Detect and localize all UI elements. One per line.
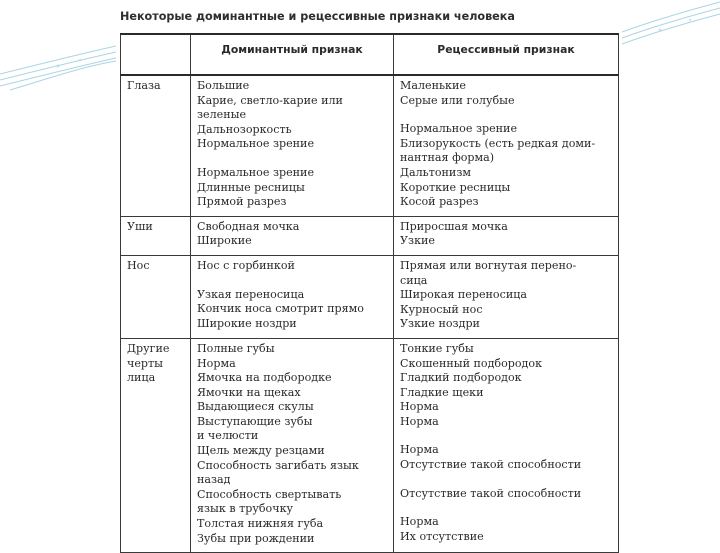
- trait-line: Близорукость (есть редкая доми-: [400, 136, 596, 150]
- trait-line: Полные губы: [197, 341, 275, 355]
- trait-line: Способность свертывать: [197, 487, 342, 501]
- header-dominant: Доминантный признак: [191, 34, 394, 75]
- trait-line: Тонкие губы: [400, 341, 474, 355]
- trait-line: Короткие ресницы: [400, 180, 511, 194]
- trait-line: Нос: [127, 258, 150, 272]
- swoosh-line-left-1: [0, 46, 116, 74]
- trait-line: Свободная мочка: [197, 219, 300, 233]
- header-recessive: Рецессивный признак: [394, 34, 619, 75]
- trait-line: Отсутствие такой способности: [400, 458, 582, 472]
- trait-line: Большие: [197, 79, 250, 92]
- trait-line: Прямой разрез: [197, 195, 287, 209]
- dominant-cell: [191, 338, 394, 552]
- category-cell: [121, 338, 191, 552]
- trait-line: Норма: [400, 443, 439, 457]
- trait-line: Норма: [197, 356, 236, 370]
- category-cell: [121, 255, 191, 338]
- trait-line: Нормальное зрение: [400, 122, 518, 136]
- trait-line: Уши: [127, 219, 153, 233]
- trait-line: сица: [400, 273, 428, 287]
- trait-line: Выступающие зубы: [197, 414, 313, 428]
- blank-line: [400, 429, 612, 443]
- swoosh-line-left-3: [0, 58, 116, 86]
- trait-line: Маленькие: [400, 79, 466, 92]
- table-header-row: [121, 34, 619, 75]
- trait-line: зеленые: [197, 108, 247, 122]
- trait-line: Косой разрез: [400, 195, 479, 209]
- table-row: [121, 255, 619, 338]
- trait-line: и челюсти: [197, 429, 259, 443]
- trait-line: назад: [197, 473, 231, 487]
- table-row: [121, 75, 619, 216]
- trait-line: Отсутствие такой способности: [400, 486, 582, 500]
- trait-line: Кончик носа смотрит прямо: [197, 302, 364, 316]
- trait-line: язык в трубочку: [197, 502, 294, 516]
- trait-line: Карие, светло-карие или: [197, 93, 343, 107]
- trait-line: Узкие ноздри: [400, 317, 480, 331]
- trait-line: Серые или голубые: [400, 93, 515, 107]
- trait-line: Другие: [127, 341, 170, 355]
- swoosh-line-right-2: [622, 8, 720, 38]
- trait-line: Нос с горбинкой: [197, 258, 295, 272]
- trait-line: Широкие ноздри: [197, 316, 297, 330]
- trait-line: Способность загибать язык: [197, 458, 359, 472]
- recessive-cell: [394, 216, 619, 255]
- trait-line: Ямочка на подбородке: [197, 371, 332, 385]
- dominant-cell: [191, 75, 394, 216]
- trait-line: Норма: [400, 400, 439, 414]
- swoosh-line-right-1: [622, 14, 720, 44]
- trait-line: Узкие: [400, 234, 435, 248]
- dominant-cell: [191, 255, 394, 338]
- trait-line: Нормальное зрение: [197, 165, 315, 179]
- trait-line: Глаза: [127, 79, 161, 92]
- header-category: [121, 34, 191, 75]
- table-row: [121, 338, 619, 552]
- blank-line: [400, 108, 612, 122]
- trait-line: Гладкие щеки: [400, 385, 484, 399]
- trait-line: Их отсутствие: [400, 529, 484, 543]
- category-cell: [121, 75, 191, 216]
- trait-line: Норма: [400, 414, 439, 428]
- recessive-cell: [394, 75, 619, 216]
- trait-line: Нормальное зрение: [197, 137, 315, 151]
- trait-line: Скошенный подбородок: [400, 356, 543, 370]
- document-title: Некоторые доминантные и рецессивные признаки человека: [120, 10, 515, 23]
- trait-line: Дальнозоркость: [197, 122, 292, 136]
- trait-line: Прямая или вогнутая перено-: [400, 258, 577, 272]
- recessive-cell: [394, 255, 619, 338]
- category-cell: [121, 216, 191, 255]
- traits-table: [120, 33, 619, 553]
- trait-line: Гладкий подбородок: [400, 371, 522, 385]
- scanned-table-page: [116, 4, 622, 545]
- trait-line: нантная форма): [400, 151, 495, 165]
- trait-line: Узкая переносица: [197, 287, 305, 301]
- trait-line: Зубы при рождении: [197, 531, 315, 545]
- blank-line: [197, 152, 387, 166]
- trait-line: Приросшая мочка: [400, 219, 508, 233]
- blank-line: [400, 473, 612, 487]
- trait-line: Норма: [400, 515, 439, 529]
- trait-line: лица: [127, 371, 156, 385]
- trait-line: черты: [127, 356, 163, 370]
- trait-line: Длинные ресницы: [197, 180, 305, 194]
- trait-line: Ямочки на щеках: [197, 385, 301, 399]
- trait-line: Широкая переносица: [400, 288, 527, 302]
- trait-line: Толстая нижняя губа: [197, 517, 324, 531]
- trait-line: Курносый нос: [400, 302, 483, 316]
- swoosh-line-left-4: [10, 61, 116, 90]
- recessive-cell: [394, 338, 619, 552]
- blank-line: [400, 501, 612, 515]
- trait-line: Выдающиеся скулы: [197, 400, 314, 414]
- trait-line: Дальтонизм: [400, 165, 472, 179]
- trait-line: Широкие: [197, 234, 252, 248]
- blank-line: [197, 274, 387, 288]
- table-row: [121, 216, 619, 255]
- dominant-cell: [191, 216, 394, 255]
- trait-line: Щель между резцами: [197, 444, 325, 458]
